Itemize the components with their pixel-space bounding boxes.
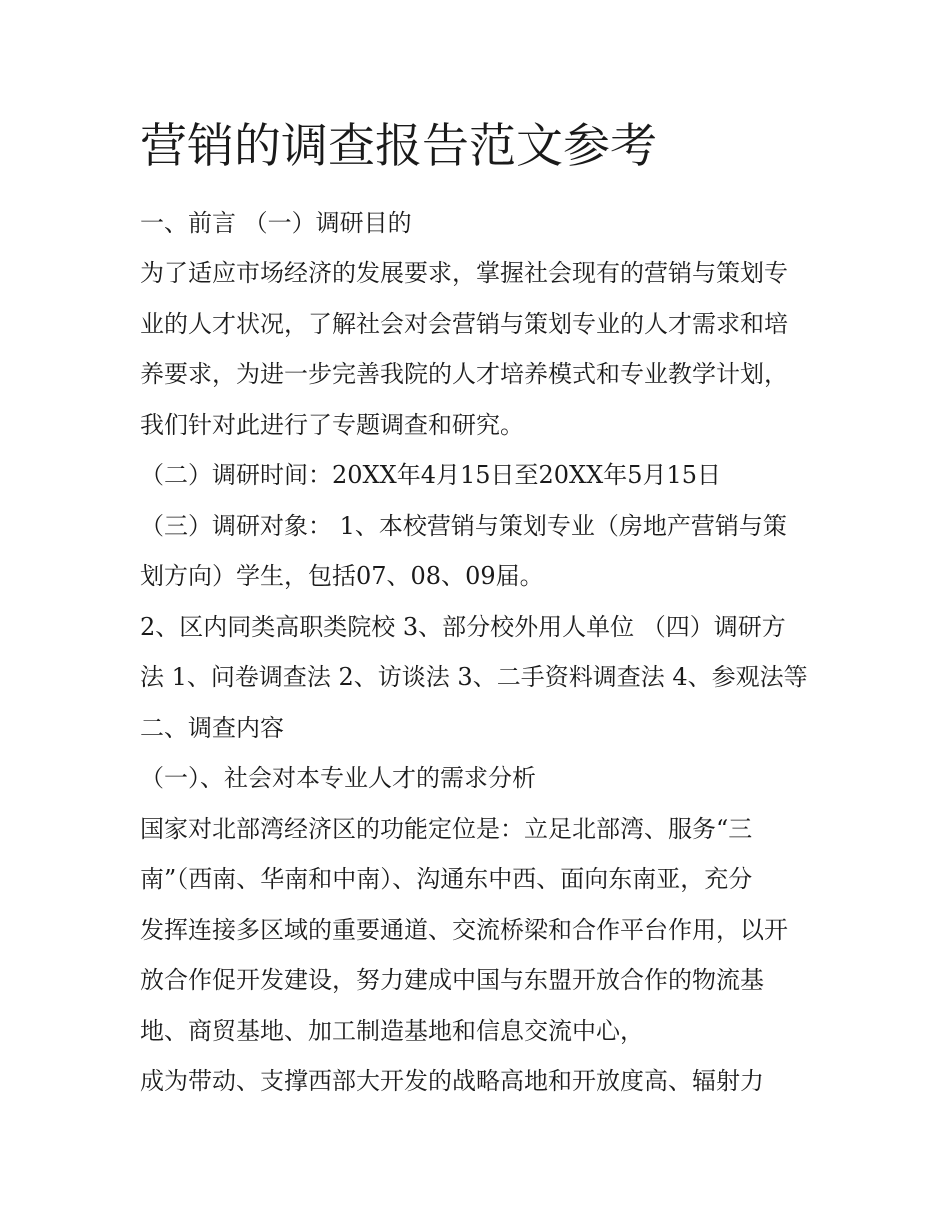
text-line: 南”（西南、华南和中南）、沟通东中西、面向东南亚，充分 [140, 865, 753, 893]
text-line: 发挥连接多区域的重要通道、交流桥梁和合作平台作用，以开 [140, 916, 788, 944]
subsection-heading: （一）、社会对本专业人才的需求分析 [140, 764, 536, 792]
document-title: 营销的调查报告范文参考 [140, 119, 657, 174]
text-line: （三）调研对象： 1、本校营销与策划专业（房地产营销与策 [140, 512, 787, 540]
text-line: 一、前言 （一）调研目的 [140, 209, 412, 237]
text-line: 业的人才状况，了解社会对会营销与策划专业的人才需求和培 [140, 310, 788, 338]
text-line: 划方向）学生，包括07、08、09届。 [140, 562, 544, 590]
text-line: 养要求，为进一步完善我院的人才培养模式和专业教学计划， [140, 360, 788, 388]
text-line: 国家对北部湾经济区的功能定位是：立足北部湾、服务“三 [140, 815, 753, 843]
text-line: 放合作促开发建设，努力建成中国与东盟开放合作的物流基 [140, 966, 764, 994]
text-line: 法 1、问卷调查法 2、访谈法 3、二手资料调查法 4、参观法等 [140, 663, 808, 691]
text-line: 为了适应市场经济的发展要求，掌握社会现有的营销与策划专 [140, 259, 788, 287]
text-line: （二）调研时间：20XX年4月15日至20XX年5月15日 [140, 461, 722, 489]
text-line: 我们针对此进行了专题调查和研究。 [140, 411, 524, 439]
text-line: 2、区内同类高职类院校 3、部分校外用人单位 （四）调研方 [140, 613, 786, 641]
text-line: 地、商贸基地、加工制造基地和信息交流中心， [140, 1017, 644, 1045]
text-line: 成为带动、支撑西部大开发的战略高地和开放度高、辐射力 [140, 1067, 764, 1095]
section-heading: 二、调查内容 [140, 714, 284, 742]
